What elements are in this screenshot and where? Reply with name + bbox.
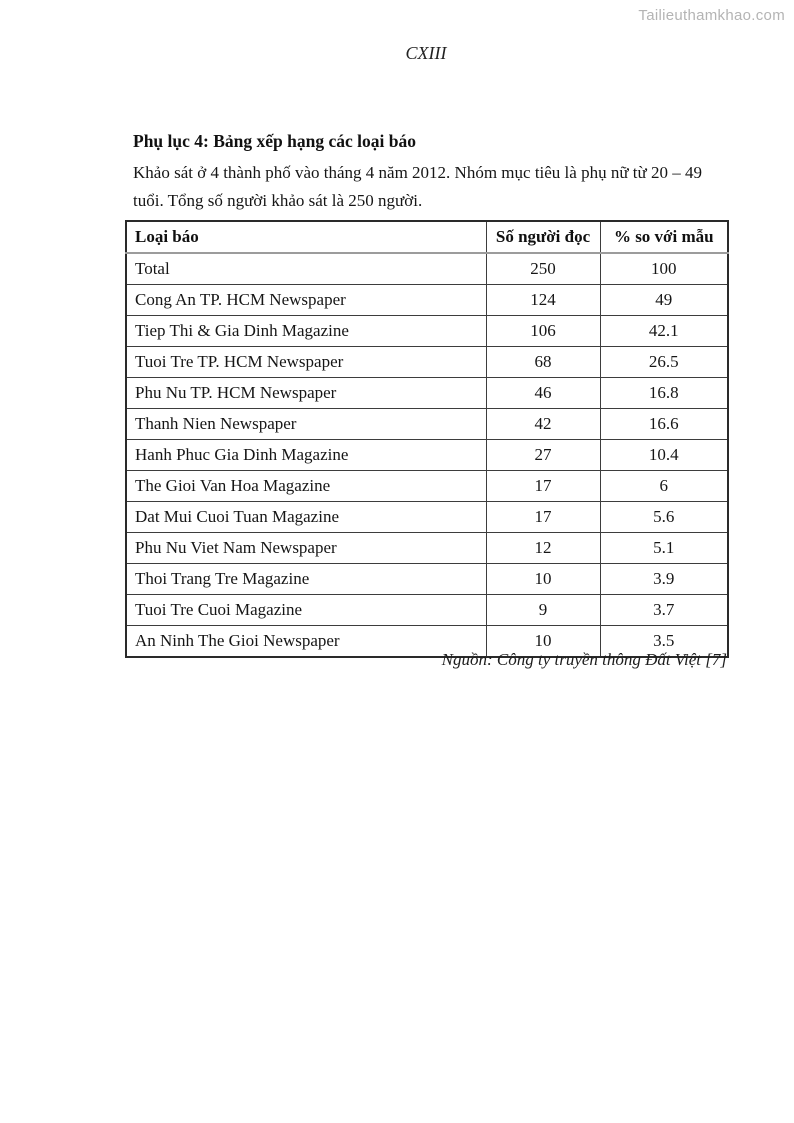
table-row [126, 595, 728, 626]
cell-readers: 12 [486, 533, 600, 564]
cell-publication: Phu Nu TP. HCM Newspaper [126, 378, 486, 409]
cell-publication: Tiep Thi & Gia Dinh Magazine [126, 316, 486, 347]
cell-readers: 27 [486, 440, 600, 471]
cell-readers: 124 [486, 285, 600, 316]
appendix-heading: Phụ lục 4: Bảng xếp hạng các loại báo [133, 131, 416, 151]
cell-readers: 250 [486, 253, 600, 285]
table-row [126, 440, 728, 471]
cell-percent: 42.1 [600, 316, 728, 347]
cell-percent: 26.5 [600, 347, 728, 378]
table-header-row [126, 221, 728, 253]
cell-publication: Cong An TP. HCM Newspaper [126, 285, 486, 316]
cell-readers: 68 [486, 347, 600, 378]
column-header-publication: Loại báo [126, 221, 486, 253]
cell-readers: 42 [486, 409, 600, 440]
table-row [126, 285, 728, 316]
cell-readers: 46 [486, 378, 600, 409]
cell-publication: Tuoi Tre Cuoi Magazine [126, 595, 486, 626]
cell-publication: Phu Nu Viet Nam Newspaper [126, 533, 486, 564]
table-row [126, 471, 728, 502]
table-row [126, 316, 728, 347]
cell-percent: 10.4 [600, 440, 728, 471]
cell-percent: 5.1 [600, 533, 728, 564]
cell-publication: Total [126, 253, 486, 285]
cell-percent: 3.9 [600, 564, 728, 595]
watermark: Tailieuthamkhao.com [638, 7, 785, 24]
cell-percent: 49 [600, 285, 728, 316]
cell-percent: 3.5 [600, 626, 728, 658]
table-row [126, 378, 728, 409]
cell-readers: 17 [486, 471, 600, 502]
page-number: CXIII [405, 43, 447, 63]
cell-publication: Thanh Nien Newspaper [126, 409, 486, 440]
cell-percent: 5.6 [600, 502, 728, 533]
cell-publication: Tuoi Tre TP. HCM Newspaper [126, 347, 486, 378]
cell-readers: 10 [486, 564, 600, 595]
table-row [126, 502, 728, 533]
cell-percent: 16.6 [600, 409, 728, 440]
cell-publication: Dat Mui Cuoi Tuan Magazine [126, 502, 486, 533]
table-row [126, 409, 728, 440]
column-header-readers: Số người đọc [486, 221, 600, 253]
cell-percent: 100 [600, 253, 728, 285]
cell-publication: An Ninh The Gioi Newspaper [126, 626, 486, 658]
table-row [126, 253, 728, 285]
cell-publication: Thoi Trang Tre Magazine [126, 564, 486, 595]
cell-publication: The Gioi Van Hoa Magazine [126, 471, 486, 502]
column-header-percent: % so với mẫu [600, 221, 728, 253]
cell-readers: 9 [486, 595, 600, 626]
cell-percent: 3.7 [600, 595, 728, 626]
table-row [126, 347, 728, 378]
cell-readers: 106 [486, 316, 600, 347]
cell-percent: 16.8 [600, 378, 728, 409]
cell-readers: 10 [486, 626, 600, 658]
table-row [126, 533, 728, 564]
cell-readers: 17 [486, 502, 600, 533]
table-row [126, 564, 728, 595]
intro-paragraph: Khảo sát ở 4 thành phố vào tháng 4 năm 2012. Nhóm mục tiêu là phụ nữ từ 20 – 49 tuổi. Tổng số người khảo sát là 250 người. [133, 163, 702, 210]
source-note: Nguồn: Công ty truyền thông Đất Việt [7] [441, 650, 727, 669]
cell-percent: 6 [600, 471, 728, 502]
cell-publication: Hanh Phuc Gia Dinh Magazine [126, 440, 486, 471]
ranking-table [125, 220, 729, 658]
